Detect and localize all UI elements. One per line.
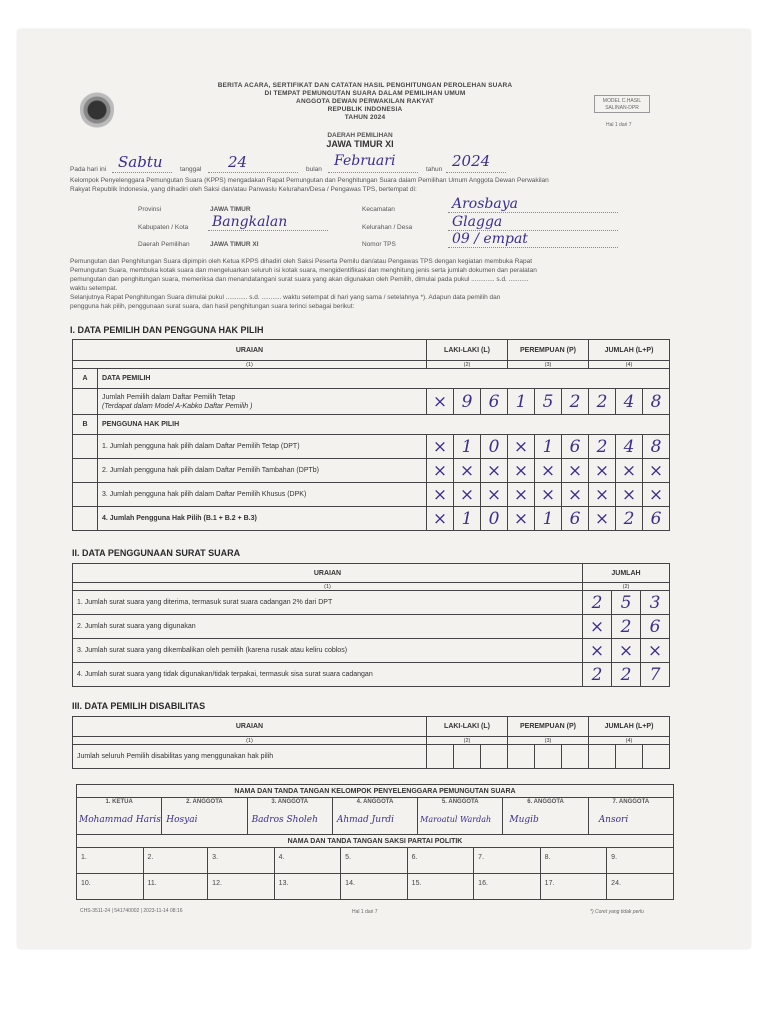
digit-cell[interactable]: × — [427, 507, 454, 531]
digit-cell[interactable] — [508, 745, 535, 769]
row-label: Jumlah seluruh Pemilih disabilitas yang menggunakan hak pilih — [73, 745, 427, 769]
kpps-role: 3. ANGGOTA — [271, 799, 309, 805]
digit-cell[interactable]: 9 — [454, 389, 481, 415]
kpps-role: 6. ANGGOTA — [527, 799, 564, 805]
digit-cell[interactable] — [643, 745, 670, 769]
paragraph-line: waktu setempat. — [70, 285, 118, 292]
footer-page: Hal 1 dari 7 — [352, 909, 378, 915]
footer-code: CHS-3511-24 | 541740002 | 2023-11-14 08:16 — [80, 908, 183, 914]
digit-cell[interactable]: × — [427, 483, 454, 507]
digit-cell[interactable]: 2 — [616, 507, 643, 531]
kpps-signature-cell[interactable] — [418, 798, 503, 834]
document-title — [180, 82, 550, 122]
intro-line: Rakyat Republik Indonesia, yang dihadiri oleh Saksi dan/atau Panwaslu Kelurahan/Desa / Pengawas TPS, bertempat di: — [70, 186, 417, 193]
digit-cell[interactable]: × — [589, 507, 616, 531]
saksi-cell[interactable]: 8. — [540, 848, 607, 874]
saksi-cell[interactable]: 15. — [407, 874, 474, 900]
saksi-cell[interactable]: 5. — [341, 848, 408, 874]
provinsi-value: JAWA TIMUR — [210, 206, 251, 213]
col-uraian: URAIAN — [73, 340, 427, 361]
desa-value[interactable]: Glagga — [452, 214, 503, 230]
region-value: JAWA TIMUR XI — [326, 139, 394, 149]
digit-cell[interactable]: 1 — [508, 389, 535, 415]
digit-cell[interactable]: × — [508, 435, 535, 459]
digit-cell[interactable] — [562, 745, 589, 769]
digit-cell[interactable]: 0 — [481, 435, 508, 459]
saksi-cell[interactable]: 11. — [143, 874, 208, 900]
digit-cell[interactable]: × — [508, 459, 535, 483]
row-label-line: (Terdapat dalam Model A-Kabko Daftar Pemilih ) — [102, 402, 253, 410]
page-label: Hal 1 dari 7 — [606, 122, 632, 128]
digit-cell[interactable]: 5 — [535, 389, 562, 415]
col-index: (4) — [589, 737, 670, 745]
kpps-name: Hosyai — [166, 815, 198, 825]
col-index: (3) — [508, 737, 589, 745]
region-block — [280, 132, 440, 149]
row-label: 2. Jumlah surat suara yang digunakan — [73, 615, 583, 639]
date-label: tanggal — [180, 166, 202, 173]
kecamatan-label: Kecamatan — [362, 206, 395, 213]
saksi-cell[interactable]: 9. — [607, 848, 674, 874]
row-heading: DATA PEMILIH — [98, 369, 670, 389]
dapil-value: JAWA TIMUR XI — [210, 241, 259, 248]
paragraph-line: pemungutan dan penghitungan suara, memeriksa dan menandatangani surat suara yang akan digunakan oleh Pemilih, dimulai pada pukul ............. s.d. ........... — [70, 276, 529, 283]
kabupaten-label: Kabupaten / Kota — [138, 224, 189, 231]
digit-cell[interactable]: × — [508, 507, 535, 531]
digit-cell[interactable]: × — [643, 459, 670, 483]
digit-cell[interactable]: 1 — [535, 435, 562, 459]
paragraph-line: pengguna hak pilih, penggunaan surat suara, dan hasil penghitungan suara terinci sebagai berikut: — [70, 303, 355, 310]
row-label-line: Jumlah Pemilih dalam Daftar Pemilih Tetap — [102, 393, 236, 401]
dotline — [208, 172, 298, 173]
kecamatan-value[interactable]: Arosbaya — [452, 196, 518, 212]
digit-cell[interactable]: 2 — [589, 435, 616, 459]
digit-cell[interactable]: × — [583, 615, 612, 639]
digit-cell[interactable]: × — [583, 639, 612, 663]
dotline — [448, 212, 618, 213]
title-line: ANGGOTA DEWAN PERWAKILAN RAKYAT — [296, 98, 434, 105]
col-perempuan: PEREMPUAN (P) — [508, 340, 589, 361]
date-value[interactable]: 24 — [228, 153, 248, 171]
digit-cell[interactable]: × — [454, 459, 481, 483]
kpps-signature-cell[interactable] — [77, 798, 162, 834]
row-code — [73, 435, 98, 459]
model-box: MODEL C.HASIL SALINAN-DPR — [594, 95, 650, 113]
dotline — [208, 230, 328, 231]
dotline — [446, 172, 506, 173]
digit-cell[interactable]: × — [616, 483, 643, 507]
tps-value[interactable]: 09 / empat — [452, 231, 528, 247]
digit-cell[interactable]: × — [643, 483, 670, 507]
kpps-name: Mohammad Haris — [79, 815, 161, 825]
row-code — [73, 459, 98, 483]
row-label: 1. Jumlah pengguna hak pilih dalam Daftar Pemilih Tetap (DPT) — [98, 435, 427, 459]
digit-cell[interactable]: 6 — [641, 615, 670, 639]
col-jumlah: JUMLAH (L+P) — [589, 717, 670, 737]
digit-cell[interactable]: × — [454, 483, 481, 507]
month-label: bulan — [306, 166, 322, 173]
digit-cell[interactable]: × — [612, 639, 641, 663]
paragraph-line: Pemungutan Suara, membuka kotak suara dan mengeluarkan seluruh isi kotak suara, mengidentifikasi dan menghitung jenis serta jumlah dokumen dan peralatan — [70, 267, 537, 274]
digit-cell[interactable] — [427, 745, 454, 769]
digit-cell[interactable]: 8 — [643, 389, 670, 415]
digit-cell[interactable]: × — [641, 639, 670, 663]
col-index: (4) — [589, 361, 670, 369]
kpps-role: 4. ANGGOTA — [356, 799, 394, 805]
digit-cell[interactable]: 5 — [612, 591, 641, 615]
digit-cell[interactable]: 2 — [589, 389, 616, 415]
kpps-signature-cell[interactable] — [248, 798, 333, 834]
kpps-signature-cell[interactable] — [333, 798, 418, 834]
kpps-role: 7. ANGGOTA — [612, 799, 650, 805]
digit-cell[interactable]: 2 — [583, 663, 612, 687]
digit-cell[interactable]: × — [508, 483, 535, 507]
col-laki: LAKI-LAKI (L) — [427, 717, 508, 737]
digit-cell[interactable]: 3 — [641, 591, 670, 615]
signature-table — [76, 784, 674, 900]
digit-cell[interactable]: × — [562, 459, 589, 483]
kpps-signature-row — [77, 798, 674, 835]
dapil-label: Daerah Pemilihan — [138, 241, 190, 248]
pemilih-table — [72, 339, 670, 531]
region-label: DAERAH PEMILIHAN — [327, 132, 393, 139]
row-code — [73, 389, 98, 415]
paragraph-line: Selanjutnya Rapat Penghitungan Suara dimulai pukul ............ s.d. ........... waktu setempat di hari yang sama / setelahnya *). Adapun data pemilih dan — [70, 294, 501, 301]
digit-cell[interactable]: × — [616, 459, 643, 483]
saksi-cell[interactable]: 17. — [540, 874, 607, 900]
saksi-cell[interactable]: 3. — [208, 848, 275, 874]
col-index: (1) — [73, 361, 427, 369]
surat-suara-table — [72, 563, 670, 687]
row-label — [98, 389, 427, 415]
saksi-cell[interactable]: 4. — [274, 848, 341, 874]
saksi-cell[interactable]: 16. — [474, 874, 541, 900]
col-index: (2) — [427, 361, 508, 369]
digit-cell[interactable]: 2 — [612, 663, 641, 687]
digit-cell[interactable]: 4 — [616, 389, 643, 415]
digit-cell[interactable] — [616, 745, 643, 769]
saksi-cell[interactable]: 12. — [208, 874, 275, 900]
section-2-title: II. DATA PENGGUNAAN SURAT SUARA — [72, 548, 241, 558]
digit-cell[interactable] — [481, 745, 508, 769]
digit-cell[interactable] — [589, 745, 616, 769]
row-label: 4. Jumlah Pengguna Hak Pilih (B.1 + B.2 + B.3) — [98, 507, 427, 531]
col-perempuan: PEREMPUAN (P) — [508, 717, 589, 737]
row-code: B — [73, 415, 98, 435]
digit-cell[interactable]: 8 — [643, 435, 670, 459]
col-index: (2) — [427, 737, 508, 745]
kpps-role: 1. KETUA — [105, 799, 133, 805]
col-laki: LAKI-LAKI (L) — [427, 340, 508, 361]
digit-cell[interactable]: 1 — [454, 507, 481, 531]
title-line: REPUBLIK INDONESIA — [327, 106, 403, 113]
col-jumlah: JUMLAH (L+P) — [589, 340, 670, 361]
saksi-cell[interactable]: 2. — [143, 848, 208, 874]
row-label: 2. Jumlah pengguna hak pilih dalam Daftar Pemilih Tambahan (DPTb) — [98, 459, 427, 483]
col-index: (1) — [73, 737, 427, 745]
col-uraian: URAIAN — [73, 717, 427, 737]
col-jumlah: JUMLAH — [583, 564, 670, 583]
digit-cell[interactable]: 1 — [454, 435, 481, 459]
saksi-signature-title: NAMA DAN TANDA TANGAN SAKSI PARTAI POLITIK — [77, 835, 674, 848]
row-code — [73, 507, 98, 531]
title-line: TAHUN 2024 — [344, 114, 386, 121]
kpps-name: Ahmad Jurdi — [336, 815, 395, 825]
section-3-title: III. DATA PEMILIH DISABILITAS — [72, 701, 206, 711]
tps-label: Nomor TPS — [362, 241, 396, 248]
digit-cell[interactable]: × — [427, 459, 454, 483]
row-code — [73, 483, 98, 507]
digit-cell[interactable]: 4 — [616, 435, 643, 459]
title-line: BERITA ACARA, SERTIFIKAT DAN CATATAN HASIL PENGHITUNGAN PEROLEHAN SUARA — [217, 82, 513, 89]
kpps-name: Ansori — [598, 815, 629, 825]
saksi-cell[interactable]: 1. — [77, 848, 144, 874]
kpps-signature-cell[interactable] — [589, 798, 673, 834]
kabupaten-value[interactable]: Bangkalan — [212, 214, 288, 230]
saksi-cell[interactable]: 13. — [274, 874, 341, 900]
digit-cell[interactable]: × — [481, 459, 508, 483]
row-label: 4. Jumlah surat suara yang tidak digunakan/tidak terpakai, termasuk sisa surat suara cadangan — [73, 663, 583, 687]
dotline — [112, 172, 172, 173]
section-1-title: I. DATA PEMILIH DAN PENGGUNA HAK PILIH — [70, 325, 264, 335]
kpps-signature-title: NAMA DAN TANDA TANGAN KELOMPOK PENYELENGGARA PEMUNGUTAN SUARA — [77, 785, 674, 798]
digit-cell[interactable]: 0 — [481, 507, 508, 531]
paragraph-line: Pemungutan dan Penghitungan Suara dipimpin oleh Ketua KPPS dihadiri oleh Saksi Peserta Pemilu dan/atau Pengawas TPS dengan kegiatan membuka Rapat — [70, 258, 533, 265]
col-index: (3) — [508, 361, 589, 369]
year-label: tahun — [426, 166, 443, 173]
intro-line: Kelompok Penyelenggara Pemungutan Suara (KPPS) mengadakan Rapat Pemungutan dan Penghitungan Suara dalam Pemilihan Umum Anggota Dewan Perwakilan — [70, 177, 549, 184]
digit-cell[interactable]: × — [535, 483, 562, 507]
row-label: 3. Jumlah surat suara yang dikembalikan oleh pemilih (karena rusak atau keliru coblos) — [73, 639, 583, 663]
kpps-role: 5. ANGGOTA — [441, 799, 479, 805]
digit-cell[interactable]: 2 — [583, 591, 612, 615]
digit-cell[interactable]: 6 — [562, 435, 589, 459]
col-uraian: URAIAN — [73, 564, 583, 583]
row-code: A — [73, 369, 98, 389]
month-value[interactable]: Februari — [334, 153, 396, 169]
kpps-role: 2. ANGGOTA — [186, 799, 223, 805]
kpps-name: Badros Sholeh — [251, 815, 318, 825]
disabilitas-table — [72, 716, 670, 769]
digit-cell[interactable]: × — [562, 483, 589, 507]
row-label: 3. Jumlah pengguna hak pilih dalam Daftar Pemilih Khusus (DPK) — [98, 483, 427, 507]
kpps-signature-cell[interactable] — [162, 798, 247, 834]
saksi-cell[interactable]: 14. — [341, 874, 408, 900]
digit-cell[interactable]: × — [481, 483, 508, 507]
dotline — [328, 172, 418, 173]
desa-label: Kelurahan / Desa — [362, 224, 413, 231]
title-line: DI TEMPAT PEMUNGUTAN SUARA DALAM PEMILIHAN UMUM — [264, 90, 466, 97]
digit-cell[interactable]: × — [535, 459, 562, 483]
digit-cell[interactable]: × — [427, 435, 454, 459]
digit-cell[interactable]: 6 — [643, 507, 670, 531]
day-label: Pada hari ini — [70, 166, 107, 173]
digit-cell[interactable] — [535, 745, 562, 769]
digit-cell[interactable]: 2 — [612, 615, 641, 639]
saksi-cell[interactable]: 24. — [607, 874, 674, 900]
saksi-cell[interactable]: 10. — [77, 874, 144, 900]
digit-cell[interactable] — [454, 745, 481, 769]
row-heading: PENGGUNA HAK PILIH — [98, 415, 670, 435]
provinsi-label: Provinsi — [138, 206, 162, 213]
footer-note: *) Coret yang tidak perlu — [590, 909, 644, 915]
row-label: 1. Jumlah surat suara yang diterima, termasuk surat suara cadangan 2% dari DPT — [73, 591, 583, 615]
digit-cell[interactable]: 6 — [481, 389, 508, 415]
saksi-cell[interactable]: 6. — [407, 848, 474, 874]
digit-cell[interactable]: 2 — [562, 389, 589, 415]
digit-cell[interactable]: × — [427, 389, 454, 415]
digit-cell[interactable]: 7 — [641, 663, 670, 687]
digit-cell[interactable]: × — [589, 483, 616, 507]
digit-cell[interactable]: 6 — [562, 507, 589, 531]
saksi-cell[interactable]: 7. — [474, 848, 541, 874]
kpu-logo-icon — [80, 88, 114, 128]
kpps-name: Maroatul Wardah — [420, 815, 492, 824]
col-index: (1) — [73, 583, 583, 591]
kpps-name: Mugib — [509, 815, 539, 825]
digit-cell[interactable]: 1 — [535, 507, 562, 531]
year-value[interactable]: 2024 — [452, 152, 491, 170]
dotline — [448, 247, 618, 248]
col-index: (2) — [583, 583, 670, 591]
digit-cell[interactable]: × — [589, 459, 616, 483]
kpps-signature-cell[interactable] — [503, 798, 588, 834]
day-value[interactable]: Sabtu — [118, 153, 163, 171]
